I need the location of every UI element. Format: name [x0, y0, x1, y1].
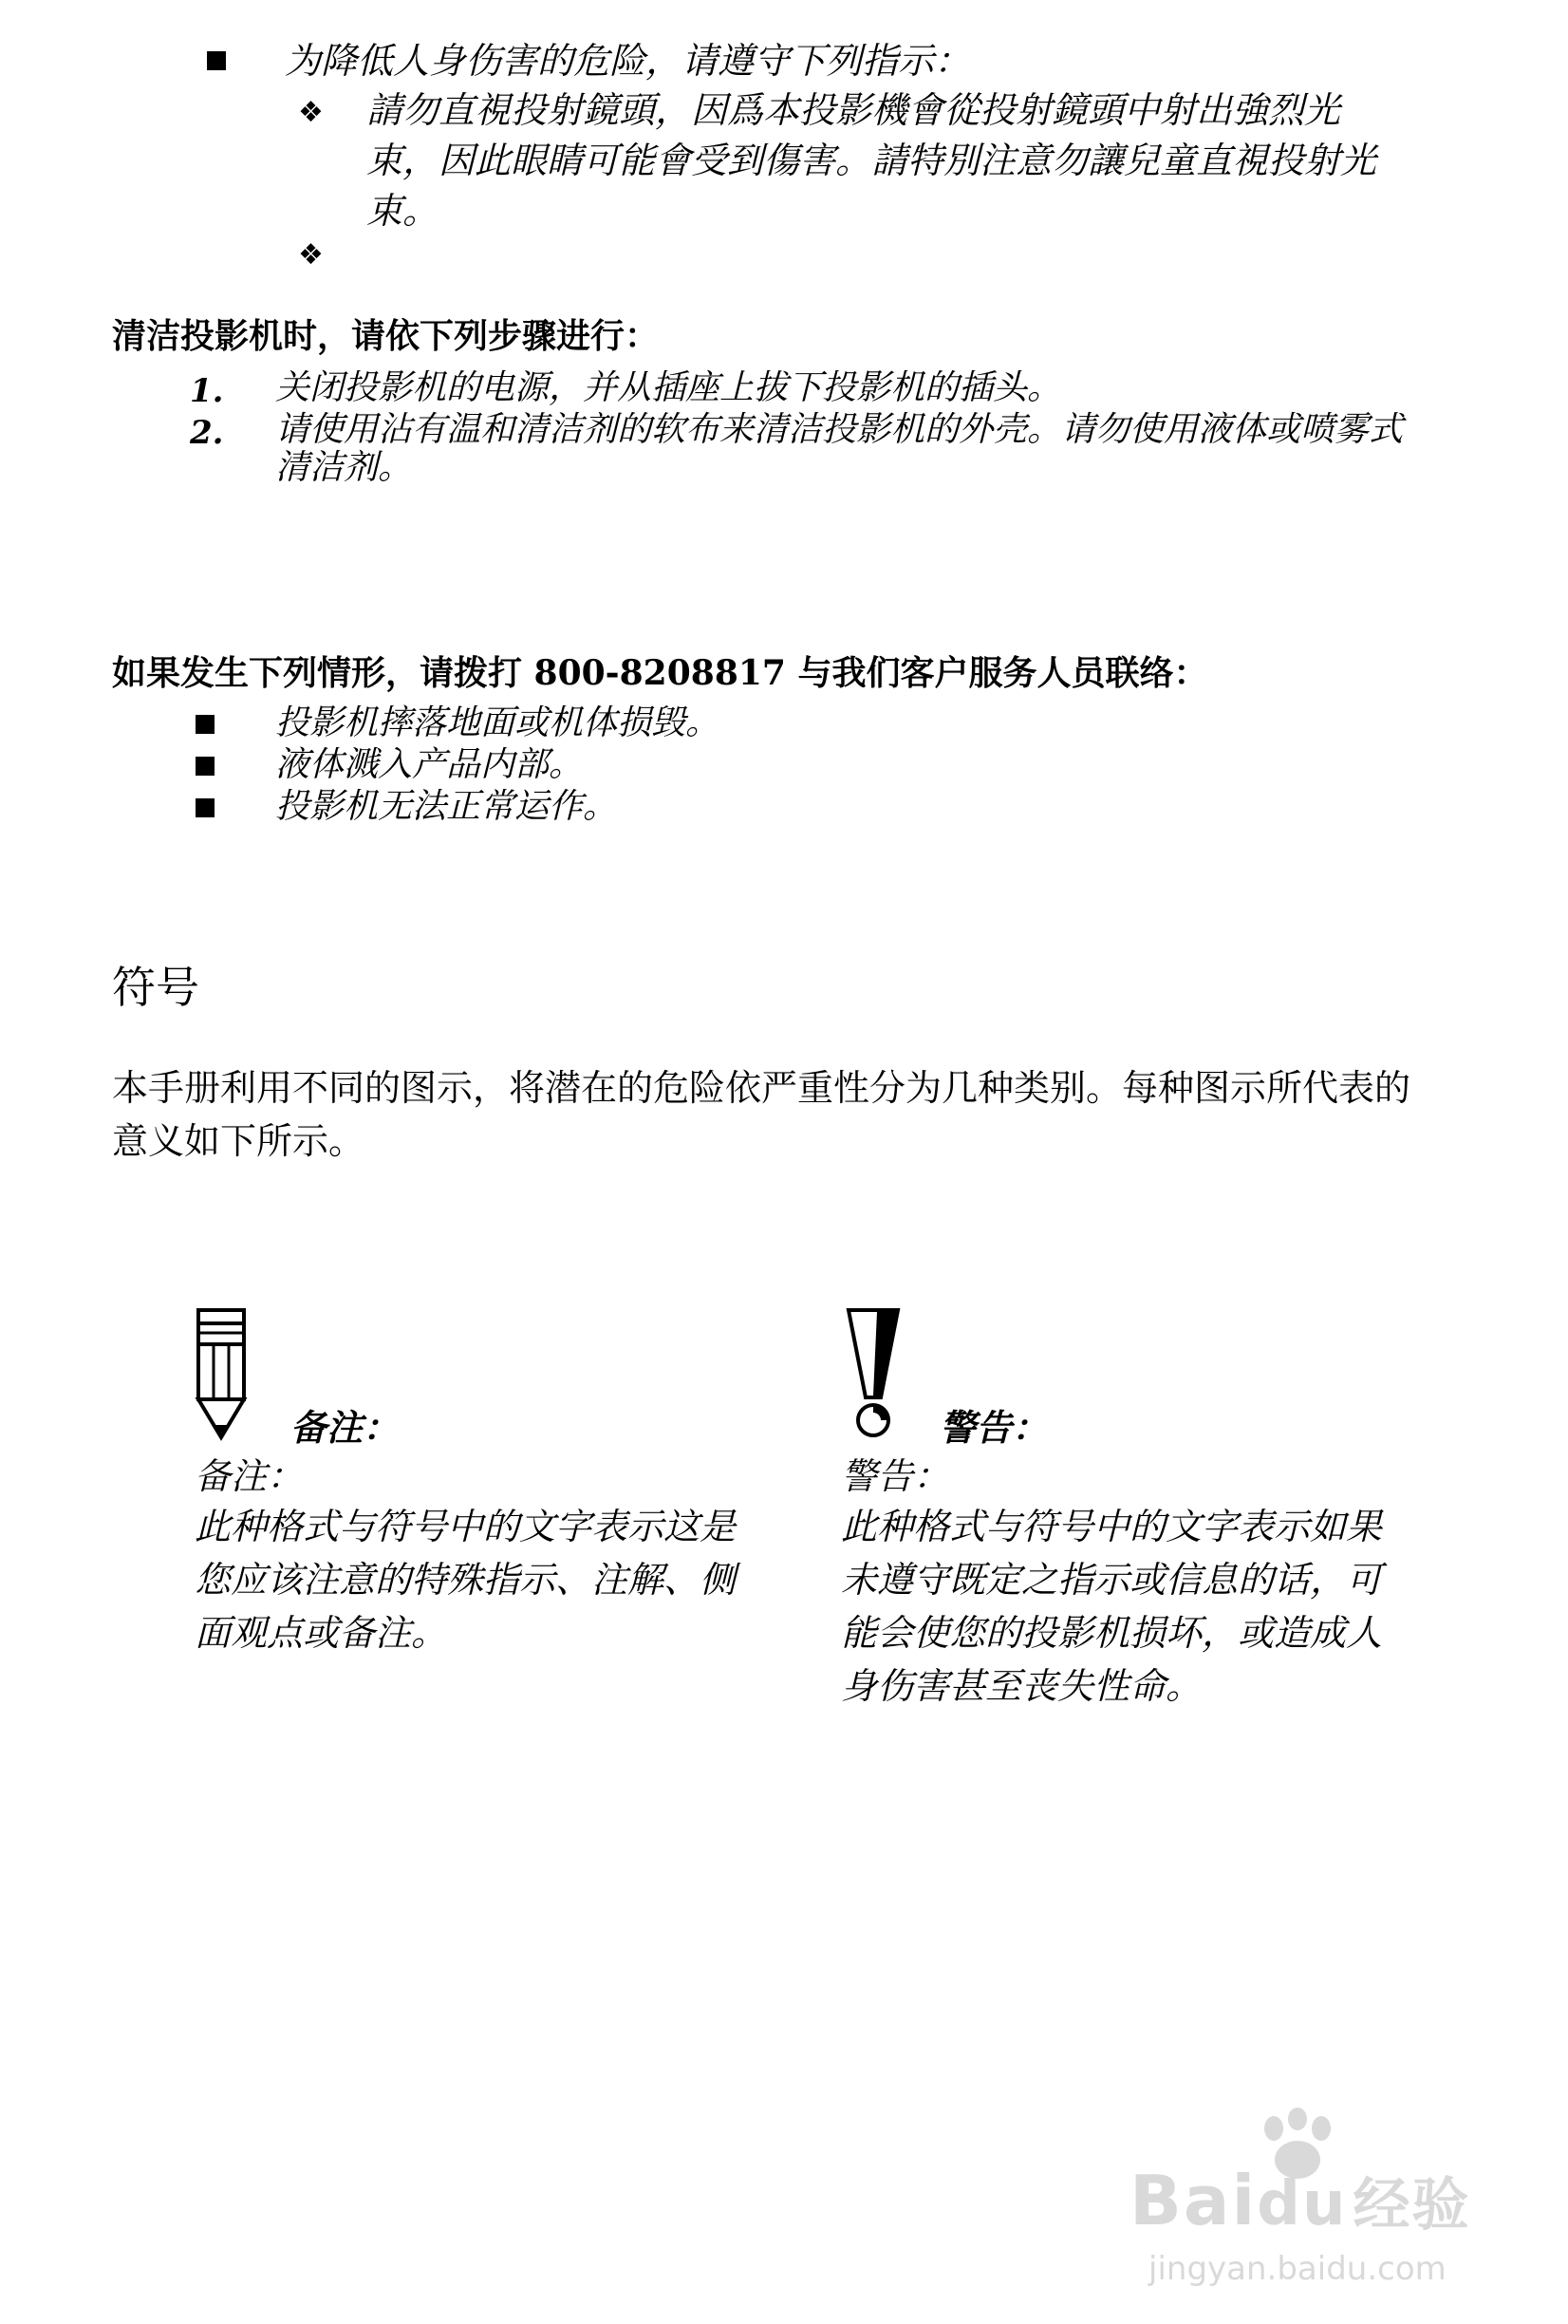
bullet-diamond-icon: ❖	[298, 96, 324, 129]
step-number: 1.	[190, 372, 224, 410]
note-text: 此种格式与符号中的文字表示这是您应该注意的特殊指示、注解、侧面观点或备注。	[195, 1506, 737, 1654]
watermark-url: jingyan.baidu.com	[1148, 2250, 1447, 2288]
service-heading: 如果发生下列情形，请拨打 800-8208817 与我们客户服务人员联络：	[112, 653, 1208, 693]
step-number: 2.	[190, 414, 224, 452]
warning-title: 警告：	[841, 1455, 950, 1497]
safety-item: 請勿直視投射鏡頭，因爲本投影機會從投射鏡頭中射出強烈光束，因此眼睛可能會受到傷害。請特別注意勿讓兒童直視投射光束。	[366, 89, 1377, 232]
warning-text: 此种格式与符号中的文字表示如果未遵守既定之指示或信息的话，可能会使您的投影机损坏，或造成人身伤害甚至丧失性命。	[841, 1506, 1383, 1707]
symbols-title: 符号	[112, 962, 199, 1013]
service-item: 投影机无法正常运作。	[275, 787, 618, 826]
watermark-brand	[1129, 2163, 1471, 2243]
pencil-icon	[195, 1308, 248, 1441]
watermark-cn: 经验	[1353, 2172, 1471, 2239]
bullet-square	[196, 715, 215, 734]
service-item: 投影机摔落地面或机体损毁。	[275, 703, 720, 742]
warning-label: 警告：	[940, 1406, 1049, 1449]
exclamation-icon	[839, 1308, 907, 1441]
cleaning-heading: 清洁投影机时，请依下列步骤进行：	[112, 316, 660, 356]
note-label: 备注：	[290, 1406, 400, 1449]
service-item: 液体溅入产品内部。	[275, 745, 584, 784]
bullet-square	[196, 757, 215, 776]
bullet-square	[207, 51, 226, 70]
cleaning-step: 请使用沾有温和清洁剂的软布来清洁投影机的外壳。请勿使用液体或喷雾式清洁剂。	[275, 410, 1404, 487]
watermark-du: du	[1257, 2169, 1348, 2240]
bullet-diamond-icon: ❖	[298, 238, 324, 272]
symbols-intro: 本手册利用不同的图示，将潜在的危险依严重性分为几种类别。每种图示所代表的意义如下所示。	[112, 1067, 1411, 1162]
bullet-square	[196, 798, 215, 817]
note-title: 备注：	[195, 1455, 304, 1497]
watermark-bai: Bai	[1129, 2161, 1258, 2240]
cleaning-step: 关闭投影机的电源，并从插座上拔下投影机的插头。	[275, 368, 1062, 407]
safety-intro: 为降低人身伤害的危险，请遵守下列指示：	[285, 40, 971, 82]
